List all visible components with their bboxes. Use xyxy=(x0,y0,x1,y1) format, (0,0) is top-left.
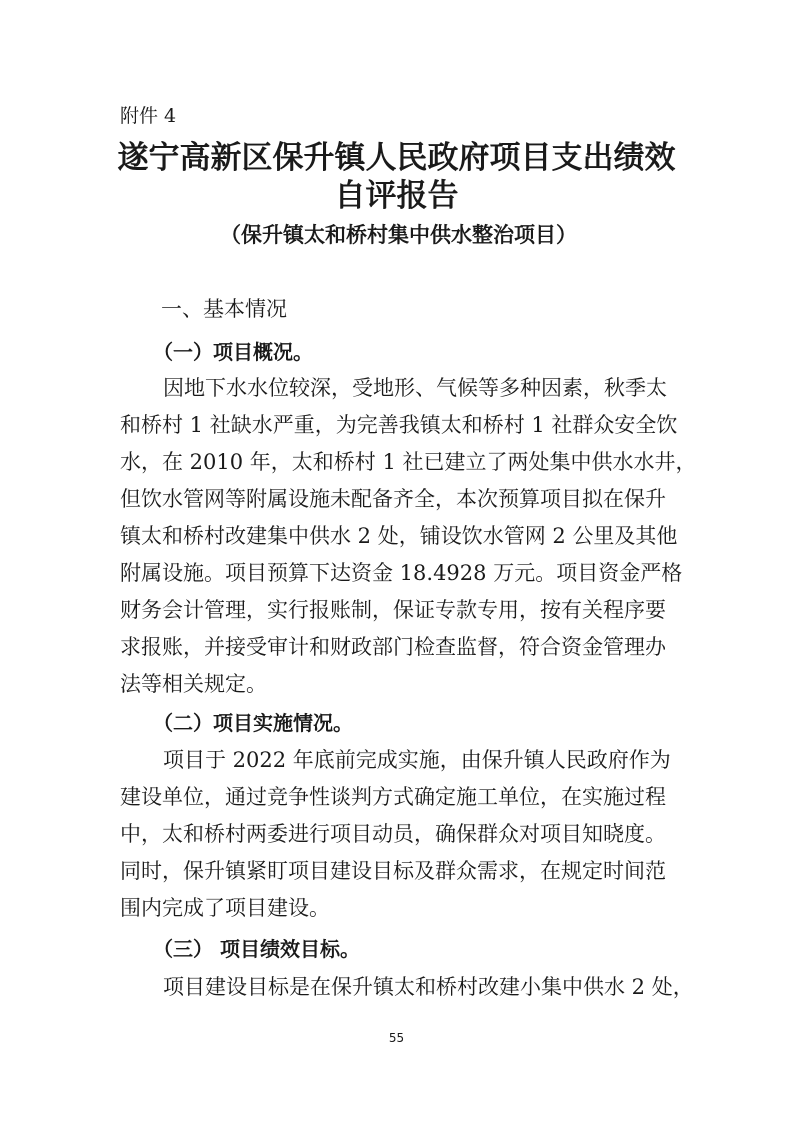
paragraph-line: 法等相关规定。 xyxy=(120,672,267,696)
paragraph-line: 求报账，并接受审计和财政部门检查监督，符合资金管理办 xyxy=(120,635,666,659)
section-heading-basic-info: 一、基本情况 xyxy=(161,297,287,321)
report-title-line-1: 遂宁高新区保升镇人民政府项目支出绩效 xyxy=(117,140,676,176)
paragraph-line: 围内完成了项目建设。 xyxy=(120,896,330,920)
subsection-heading-overview: （一）项目概况。 xyxy=(153,340,313,364)
paragraph-line: 财务会计管理，实行报账制，保证专款专用，按有关程序要 xyxy=(120,598,666,622)
paragraph-line: 镇太和桥村改建集中供水 2 处，铺设饮水管网 2 公里及其他 xyxy=(120,524,678,548)
paragraph-line: 因地下水水位较深，受地形、气候等多种因素，秋季太 xyxy=(163,376,667,400)
paragraph-line: 同时，保升镇紧盯项目建设目标及群众需求，在规定时间范 xyxy=(120,859,666,883)
subsection-heading-performance-goals: （三） 项目绩效目标。 xyxy=(153,937,360,961)
subsection-heading-implementation: （二）项目实施情况。 xyxy=(153,711,353,735)
paragraph-line: 和桥村 1 社缺水严重，为完善我镇太和桥村 1 社群众安全饮 xyxy=(120,413,678,437)
attachment-label: 附件 4 xyxy=(120,105,177,127)
paragraph-line: 附属设施。项目预算下达资金 18.4928 万元。项目资金严格 xyxy=(120,561,683,585)
paragraph-line: 项目于 2022 年底前完成实施，由保升镇人民政府作为 xyxy=(163,748,671,772)
report-title-line-2: 自评报告 xyxy=(334,178,459,214)
paragraph-line: 水，在 2010 年，太和桥村 1 社已建立了两处集中供水水井， xyxy=(120,450,697,474)
page-number: 55 xyxy=(388,1031,405,1045)
paragraph-line: 中，太和桥村两委进行项目动员，确保群众对项目知晓度。 xyxy=(120,822,666,846)
paragraph-line: 建设单位，通过竞争性谈判方式确定施工单位，在实施过程 xyxy=(120,785,666,809)
paragraph-line: 项目建设目标是在保升镇太和桥村改建小集中供水 2 处， xyxy=(163,975,694,999)
report-subtitle: （保升镇太和桥村集中供水整治项目） xyxy=(220,223,577,247)
paragraph-line: 但饮水管网等附属设施未配备齐全，本次预算项目拟在保升 xyxy=(120,487,666,511)
